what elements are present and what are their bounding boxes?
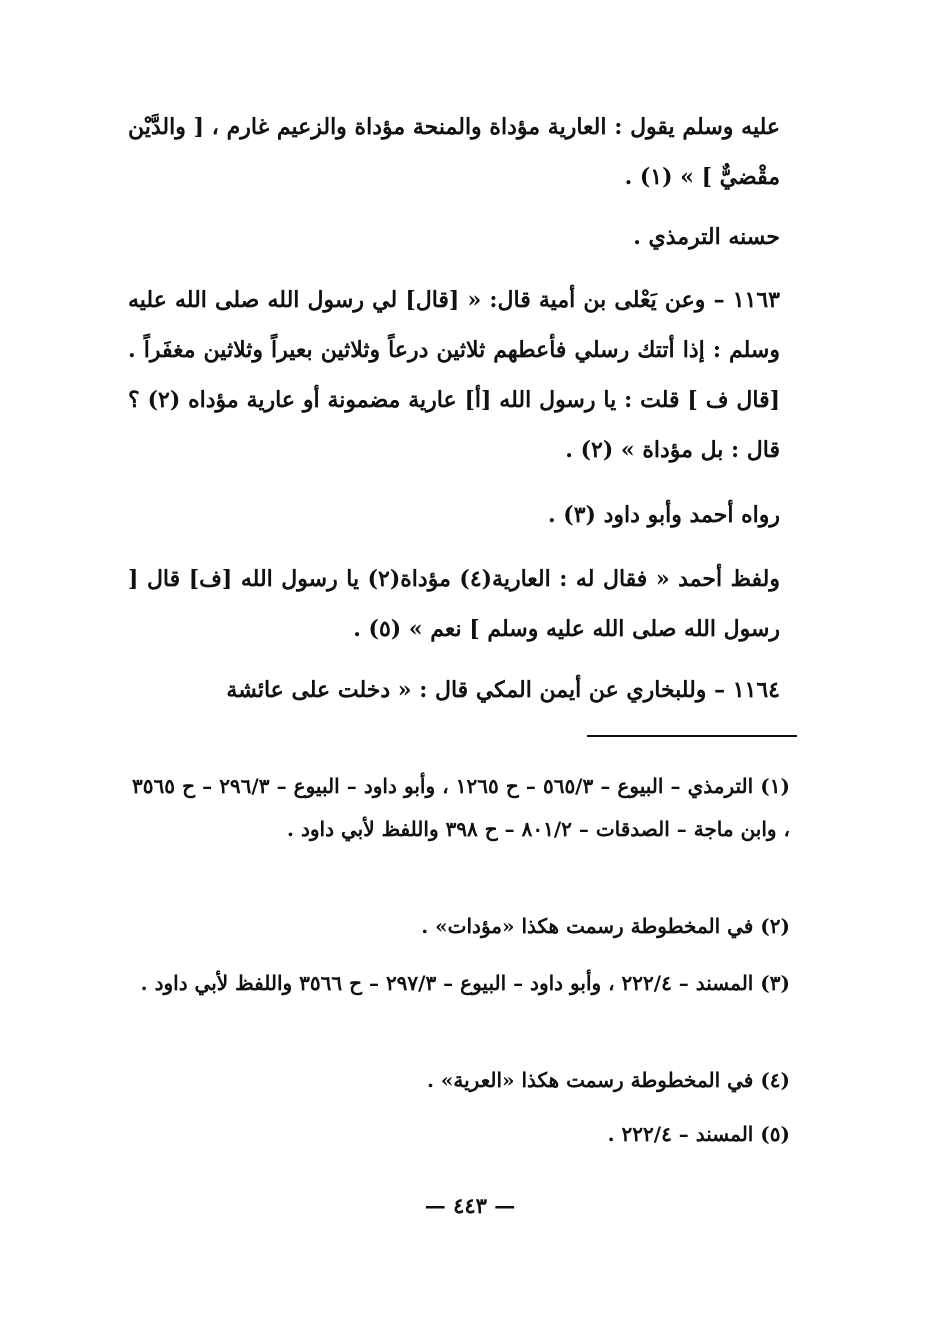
paragraph-ahmad-wording: ولفظ أحمد « فقال له : العارية(٤) مؤداة(٢) يا رسول الله [ف] قال [ رسول الله صلى الله عليه وسلم ] نعم » (٥) . [128,566,780,642]
footnote-separator [587,735,797,737]
page-number: — ٤٤٣ — [424,1193,516,1218]
footnote-3: (٣) المسند – ٢٢٢/٤ ، وأبو داود – البيوع – ٢٩٧/٣ – ح ٣٥٦٦ واللفظ لأبي داود . [140,971,790,995]
paragraph-narration-source: رواه أحمد وأبو داود (٣) . [547,502,780,528]
paragraph-hadith-1163: ١١٦٣ – وعن يَعْلى بن أمية قال: « [قال] لي رسول الله صلى الله عليه وسلم : إذا أتتك رسلي فأعطهم ثلاثين درعاً وثلاثين بعيراً وثلاثين مغفَراً . [قال ف ] قلت : يا رسول الله [أ] عارية مضمونة أو عارية مؤداه (٢) ؟ قال : بل مؤداة » (٢) . [128,287,780,463]
footnote-4: (٤) في المخطوطة رسمت هكذا «العرية» . [426,1068,790,1092]
footnote-2: (٢) في المخطوطة رسمت هكذا «مؤدات» . [421,914,790,938]
footnote-1: (١) الترمذي – البيوع – ٥٦٥/٣ – ح ١٢٦٥ ، وأبو داود – البيوع – ٢٩٦/٣ – ح ٣٥٦٥ ، وابن ماجة – الصدقات – ٨٠١/٢ – ح ٣٩٨ واللفظ لأبي داود . [132,774,790,841]
paragraph-hadith-1164: ١١٦٤ – وللبخاري عن أيمن المكي قال : « دخلت على عائشة [226,677,780,703]
paragraph-tirmidhi-grading: حسنه الترمذي . [633,224,780,250]
footnote-5: (٥) المسند – ٢٢٢/٤ . [607,1122,790,1146]
paragraph-hadith-continuation: عليه وسلم يقول : العارية مؤداة والمنحة مؤداة والزعيم غارم ، [ والدَّيْن مقْضيٌّ ] » (١) . [128,114,780,190]
